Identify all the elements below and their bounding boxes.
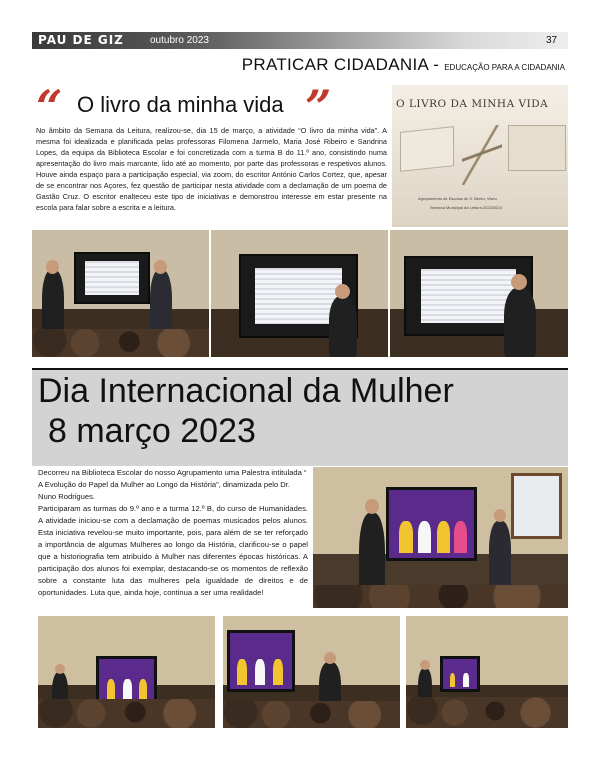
paragraph-1: Decorreu na Biblioteca Escolar do nosso Agrupamento uma Palestra intitulada “ A Evolução do Papel da Mulher ao Longo da História”, dinamizada pelo Dr. Nuno Rodrigues. (38, 468, 307, 501)
lecture-photo-main (313, 467, 568, 608)
article-body: No âmbito da Semana da Leitura, realizou-se, dia 15 de março, a atividade “O livro da minha vida”. A mesma foi idealizada e planificada pelas professoras Filomena Jarmelo, Maria José Ribeiro e Sandrina Lopes, da equipa da Biblioteca Escolar e foi concretizada com a turma B do 11.º ano, consistindo numa apresentação do livro mais marcante, lido até ao momento, por parte das professoras e respetivos alunos. Houve ainda espaço para a participação especial, via zoom, do escritor António Carlos Cortez, que, apesar de se encontrar nos Açores, fez questão de participar nesta atividade com a declamação de um poema de Gastão Cruz. O escritor enalteceu este tipo de iniciativas e demonstrou interesse em estar presente na escola para falar sobre a escrita e a leitura. (36, 126, 387, 212)
article-title: O livro da minha vida (77, 92, 284, 117)
magazine-brand: PAU DE GIZ (38, 33, 124, 47)
poster-line-1: Agrupamento de Escolas de S. Bento, Viseu (418, 196, 497, 201)
dried-flowers-shape (462, 125, 502, 185)
section-title: PRATICAR CIDADANIA - (241, 55, 440, 74)
presentation-photo-1 (32, 230, 209, 357)
poster-line-2: Semana Municipal da Leitura 2023/2024 (430, 205, 502, 210)
lecture-photo-3 (406, 616, 568, 728)
lecture-photo-2 (223, 616, 400, 728)
section-heading (242, 55, 565, 75)
issue-date: outubro 2023 (150, 35, 209, 46)
open-quote-mark: “ (36, 80, 63, 134)
banner-title-line-1: Dia Internacional da Mulher (38, 372, 454, 410)
section-subtitle: EDUCAÇÃO PARA A CIDADANIA (444, 63, 565, 72)
notebook-shape (508, 125, 566, 171)
presentation-photo-2 (211, 230, 388, 357)
close-quote-mark: ” (305, 80, 332, 134)
presentation-photo-3 (390, 230, 568, 357)
poster-title: O LIVRO DA MINHA VIDA (396, 98, 549, 110)
window-shape (511, 473, 562, 539)
lecture-photo-1 (38, 616, 215, 728)
open-book-shape (400, 126, 454, 172)
page-number: 37 (546, 35, 558, 46)
paragraph-2: Participaram as turmas do 9.º ano e a turma 12.º B, do curso de Humanidades. A atividade iniciou-se com a declamação de poemas musicados pelos alunos. Esta iniciativa revelou-se muito importante, pois, para além de se ter reforçado a importância de algumas Mulheres ao longo da História, clarificou-se o papel que a historiografia tem atribuído à Mulher nas diferentes épocas históricas. A participação dos alunos foi exemplar, destacando-se os momentos de reflexão sobre a constante luta das mulheres pela igualdade de direitos e de oportunidades. Luta que, ainda hoje, continua a ser uma realidade! (38, 504, 308, 597)
banner-title-line-2: 8 março 2023 (48, 412, 256, 450)
article-2-body (38, 467, 308, 599)
